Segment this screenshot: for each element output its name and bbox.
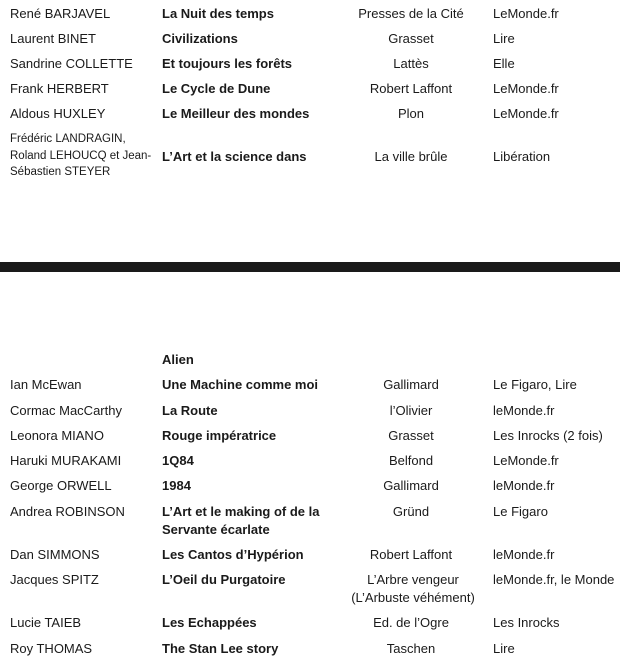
publisher-cell: Gründ [392,504,430,519]
author-cell: Lucie TAIEB [10,615,82,630]
source-cell: leMonde.fr, le Monde [493,572,615,587]
source-cell: Elle [493,56,515,71]
author-cell: Cormac MacCarthy [10,403,122,418]
author-cell: Jacques SPITZ [10,572,99,587]
title-cell: 1984 [162,478,191,493]
section-divider [0,262,620,272]
title-cell: Une Machine comme moi [162,377,319,392]
source-cell: Lire [493,31,515,46]
title-cell: Le Meilleur des mondes [162,106,310,121]
publisher-cell: Plon [397,106,425,121]
source-cell: leMonde.fr [493,403,555,418]
source-cell: LeMonde.fr [493,6,559,21]
source-cell: leMonde.fr [493,478,555,493]
publisher-cell: Gallimard [383,377,439,392]
source-cell: Les Inrocks (2 fois) [493,428,603,443]
author-cell: Roy THOMAS [10,641,93,656]
source-cell: LeMonde.fr [493,453,559,468]
source-cell: Le Figaro [493,504,548,519]
publisher-cell: Presses de la Cité [358,6,464,21]
author-cell: Sandrine COLLETTE [10,56,133,71]
publisher-cell: Grasset [388,428,434,443]
title-cell: L’Oeil du Purgatoire [162,572,286,587]
title-cell: La Nuit des temps [162,6,274,21]
title-cell: Civilizations [162,31,238,46]
publisher-cell: Belfond [388,453,434,468]
author-cell: René BARJAVEL [10,6,111,21]
source-cell: Lire [493,641,515,656]
publisher-cell: l’Olivier [389,403,433,418]
author-cell: Laurent BINET [10,31,96,46]
author-cell: George ORWELL [10,478,112,493]
title-cell: L’Art et le making of de la Servante écarlate [162,504,320,537]
title-cell: 1Q84 [162,453,194,468]
publisher-cell: L’Arbre vengeur (L’Arbuste véhément) [351,572,475,605]
title-cell: Et toujours les forêts [162,56,293,71]
source-cell: LeMonde.fr [493,81,559,96]
source-cell: leMonde.fr [493,547,555,562]
title-cell: Alien [162,352,194,367]
author-cell: Aldous HUXLEY [10,106,106,121]
publisher-cell: Grasset [388,31,434,46]
author-cell: Dan SIMMONS [10,547,100,562]
publisher-cell: Lattès [393,56,429,71]
source-cell: Le Figaro, Lire [493,377,577,392]
publisher-cell: Robert Laffont [369,547,453,562]
author-cell: Ian McEwan [10,377,82,392]
title-cell: The Stan Lee story [162,641,279,656]
title-cell: L’Art et la science dans [162,149,307,164]
publisher-cell: Taschen [386,641,436,656]
author-cell: Leonora MIANO [10,428,104,443]
author-cell: Haruki MURAKAMI [10,453,122,468]
title-cell: Le Cycle de Dune [162,81,271,96]
source-cell: Les Inrocks [493,615,560,630]
title-cell: La Route [162,403,218,418]
source-cell: LeMonde.fr [493,106,559,121]
author-cell: Frank HERBERT [10,81,109,96]
title-cell: Rouge impératrice [162,428,277,443]
publisher-cell: Gallimard [383,478,439,493]
title-cell: Les Echappées [162,615,257,630]
publisher-cell: La ville brûle [374,149,448,164]
author-cell: Frédéric LANDRAGIN, Roland LEHOUCQ et Jean-Sébastien STEYER [10,133,152,178]
publisher-cell: Robert Laffont [369,81,453,96]
source-cell: Libération [493,149,551,164]
title-cell: Les Cantos d’Hypérion [162,547,304,562]
publisher-cell: Ed. de l’Ogre [373,615,449,630]
author-cell: Andrea ROBINSON [10,504,125,519]
